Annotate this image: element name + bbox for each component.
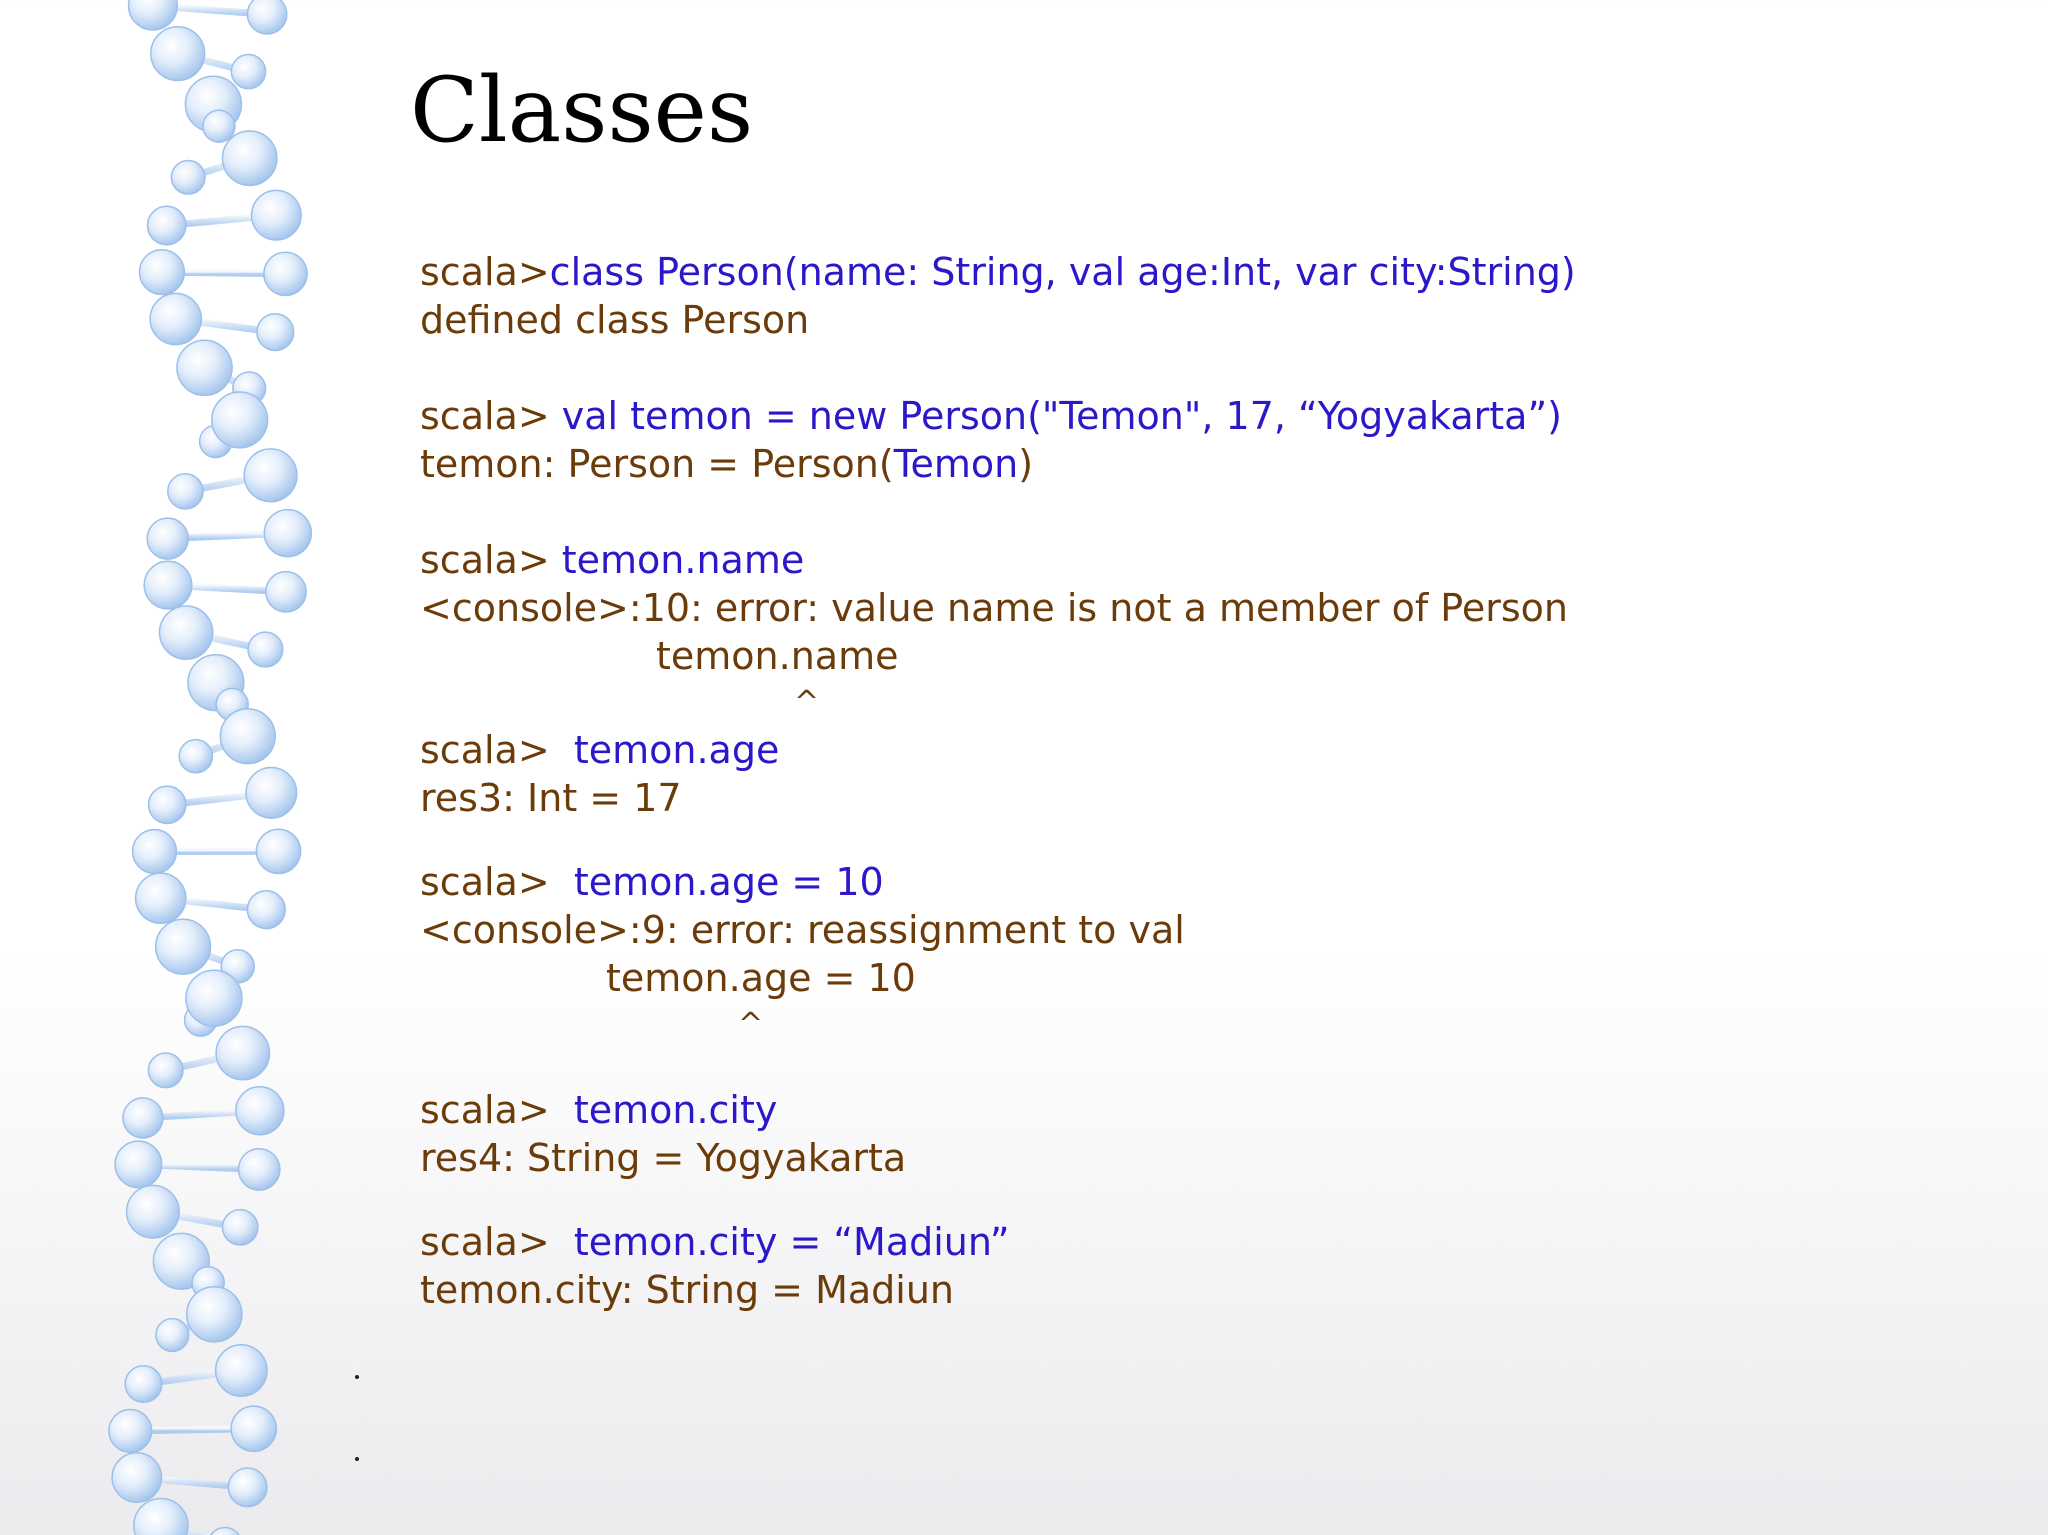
repl-line [420,726,1980,774]
repl-input: temon.city = “Madiun” [573,1220,1010,1264]
repl-input: temon.age = 10 [573,860,884,904]
repl-input: temon.name [561,538,805,582]
repl-output: defined class Person [420,298,810,342]
repl-output: temon: Person = Person(Temon) [420,442,1034,486]
repl-prompt: scala> [420,1088,574,1132]
repl-output: res4: String = Yogyakarta [420,1136,907,1180]
repl-line [420,248,1980,296]
repl-prompt: scala> [420,860,574,904]
repl-error-context: temon.age = 10 [606,956,916,1000]
repl-line [420,392,1980,440]
dna-molecule-icon [95,0,335,1535]
repl-error: <console>:10: error: value name is not a member of Person [420,586,1568,630]
repl-error-context: temon.name [656,634,899,678]
repl-prompt: scala> [420,728,574,772]
repl-line [420,1086,1980,1134]
bullet-dot [355,1375,359,1379]
repl-input: temon.age [573,728,780,772]
repl-error-caret: ^ [794,685,820,720]
repl-line [420,1218,1980,1266]
repl-input: class Person(name: String, val age:Int, var city:String) [549,250,1576,294]
repl-error: <console>:9: error: reassignment to val [420,908,1185,952]
slide-title: Classes [410,58,754,163]
repl-prompt: scala> [420,250,550,294]
repl-prompt: scala> [420,394,562,438]
repl-input: val temon = new Person("Temon", 17, “Yogyakarta”) [561,394,1562,438]
repl-prompt: scala> [420,538,562,582]
repl-input: temon.city [573,1088,778,1132]
repl-output: temon.city: String = Madiun [420,1268,954,1312]
repl-line [420,536,1980,584]
bullet-dot [355,1457,359,1461]
repl-prompt: scala> [420,1220,574,1264]
repl-error-caret: ^ [738,1007,764,1042]
repl-output: res3: Int = 17 [420,776,682,820]
repl-line [420,858,1980,906]
scala-repl-transcript [420,248,1980,1314]
